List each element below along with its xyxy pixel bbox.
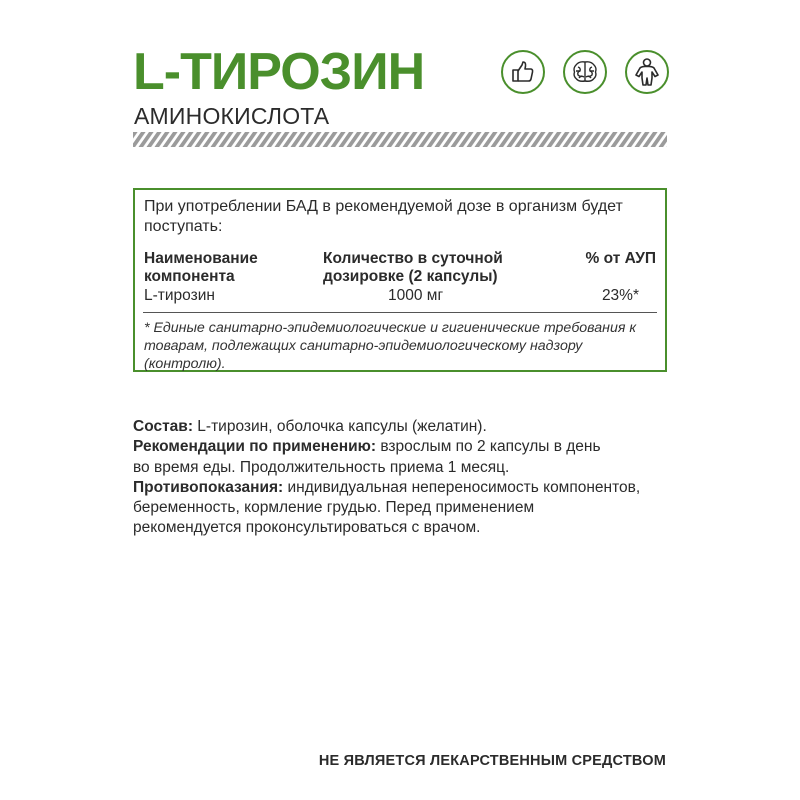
usage-label: Рекомендации по применению:	[133, 438, 377, 456]
header-component: Наименование компонента	[144, 250, 258, 285]
usage-text: взрослым по 2 капсулы в день во время еды. Продолжительность приема 1 месяц.	[133, 438, 601, 476]
disclaimer-footer: НЕ ЯВЛЯЕТСЯ ЛЕКАРСТВЕННЫМ СРЕДСТВОМ	[318, 753, 666, 769]
usage-line	[133, 437, 603, 478]
product-info	[133, 417, 693, 539]
body-silhouette-icon	[625, 50, 669, 94]
facts-intro: При употреблении БАД в рекомендуемой дозе в организм будет поступать:	[144, 198, 623, 235]
composition-label: Состав:	[133, 418, 193, 435]
header-dv: % от АУП	[585, 250, 656, 267]
contra-label: Противопоказания:	[133, 478, 284, 496]
benefit-icons	[501, 50, 671, 100]
product-title: L-ТИРОЗИН	[133, 43, 425, 101]
row-dv: 23%*	[601, 287, 639, 304]
composition-line	[133, 417, 693, 437]
facts-footnote: * Единые санитарно-эпидемиологические и гигиенические требования к товарам, подлежащих санитарно-эпидемиологическому надзору (контролю).	[144, 320, 637, 372]
nutrition-facts-box	[133, 188, 667, 372]
row-component: L-тирозин	[144, 287, 215, 304]
contra-text: индивидуальная непереносимость компонентов, беременность, кормление грудью. Перед применением рекомендуется проконсультироваться с врачом.	[133, 478, 641, 537]
decorative-stripe	[133, 132, 667, 147]
thumbs-up-icon	[501, 50, 545, 94]
product-subtitle: АМИНОКИСЛОТА	[134, 103, 330, 129]
brain-icon	[563, 50, 607, 94]
header-amount: Количество в суточной дозировке (2 капсулы)	[323, 250, 503, 285]
composition-text: L-тирозин, оболочка капсулы (желатин).	[192, 418, 487, 435]
facts-divider	[143, 312, 657, 313]
contraindications-line	[133, 478, 643, 539]
row-amount: 1000 мг	[388, 287, 444, 304]
